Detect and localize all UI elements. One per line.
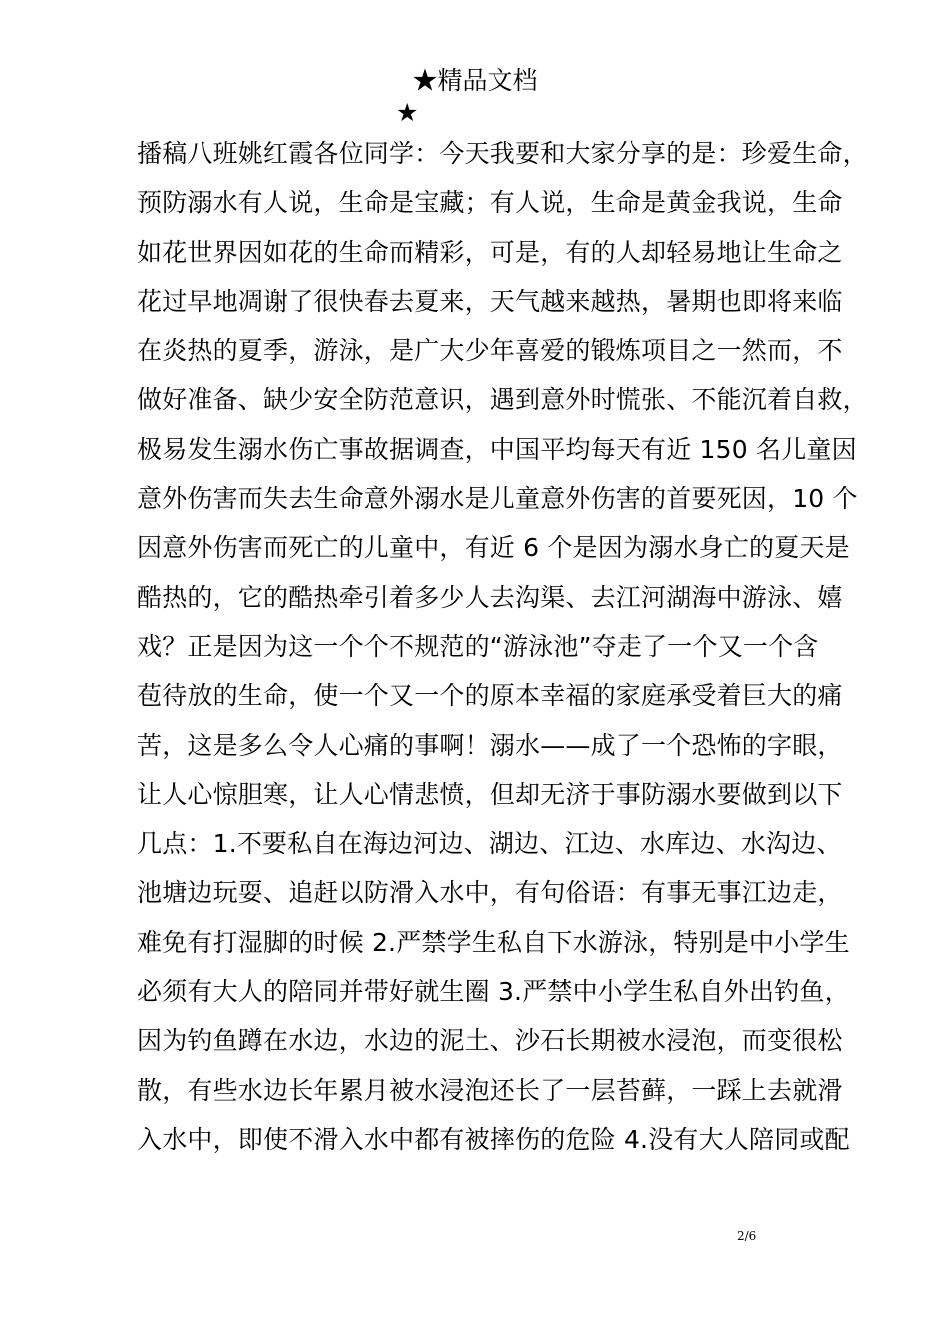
body-line: 因为钓鱼蹲在水边，水边的泥土、沙石长期被水浸泡，而变很松 xyxy=(137,1026,843,1056)
star-icon: ★ xyxy=(396,98,419,127)
body-line: 难免有打湿脚的时候 2.严禁学生私自下水游泳，特别是中小学生 xyxy=(137,927,850,957)
body-line: 做好准备、缺少安全防范意识，遇到意外时慌张、不能沉着自救， xyxy=(137,385,868,415)
body-line: 几点：1.不要私自在海边河边、湖边、江边、水库边、水沟边、 xyxy=(137,829,842,859)
body-line: 预防溺水有人说，生命是宝藏；有人说，生命是黄金我说，生命 xyxy=(137,188,843,218)
body-line: 花过早地凋谢了很快春去夏来，天气越来越热，暑期也即将来临 xyxy=(137,286,843,316)
body-line: 苦，这是多么令人心痛的事啊！溺水——成了一个恐怖的字眼， xyxy=(137,730,843,760)
body-line: 必须有大人的陪同并带好就生圈 3.严禁中小学生私自外出钓鱼， xyxy=(137,977,850,1007)
page-number: 2/6 xyxy=(737,1229,757,1243)
body-line: 戏？正是因为这一个个不规范的“游泳池”夺走了一个又一个含 xyxy=(137,631,819,661)
body-line: 在炎热的夏季，游泳，是广大少年喜爱的锻炼项目之一然而，不 xyxy=(137,336,843,366)
document-body xyxy=(137,135,868,1170)
body-line: 酷热的，它的酷热牵引着多少人去沟渠、去江河湖海中游泳、嬉 xyxy=(137,582,843,612)
body-line: 因意外伤害而死亡的儿童中，有近 6 个是因为溺水身亡的夏天是 xyxy=(137,533,850,563)
body-line: 播稿八班姚红霞各位同学：今天我要和大家分享的是：珍爱生命， xyxy=(137,139,868,168)
body-line: 如花世界因如花的生命而精彩，可是，有的人却轻易地让生命之 xyxy=(137,237,843,267)
body-line: 入水中，即使不滑入水中都有被摔伤的危险 4.没有大人陪同或配 xyxy=(137,1124,850,1154)
body-line: 意外伤害而失去生命意外溺水是儿童意外伤害的首要死因，10 个 xyxy=(137,484,858,514)
page-header-title: ★精品文档 xyxy=(412,66,538,95)
body-line: 苞待放的生命，使一个又一个的原本幸福的家庭承受着巨大的痛 xyxy=(137,681,843,711)
body-line: 极易发生溺水伤亡事故据调查，中国平均每天有近 150 名儿童因 xyxy=(137,434,857,464)
body-line: 池塘边玩耍、追赶以防滑入水中，有句俗语：有事无事江边走， xyxy=(137,878,843,908)
body-line: 散，有些水边长年累月被水浸泡还长了一层苔藓，一踩上去就滑 xyxy=(137,1075,843,1105)
body-line: 让人心惊胆寒，让人心情悲愤，但却无济于事防溺水要做到以下 xyxy=(137,779,843,809)
